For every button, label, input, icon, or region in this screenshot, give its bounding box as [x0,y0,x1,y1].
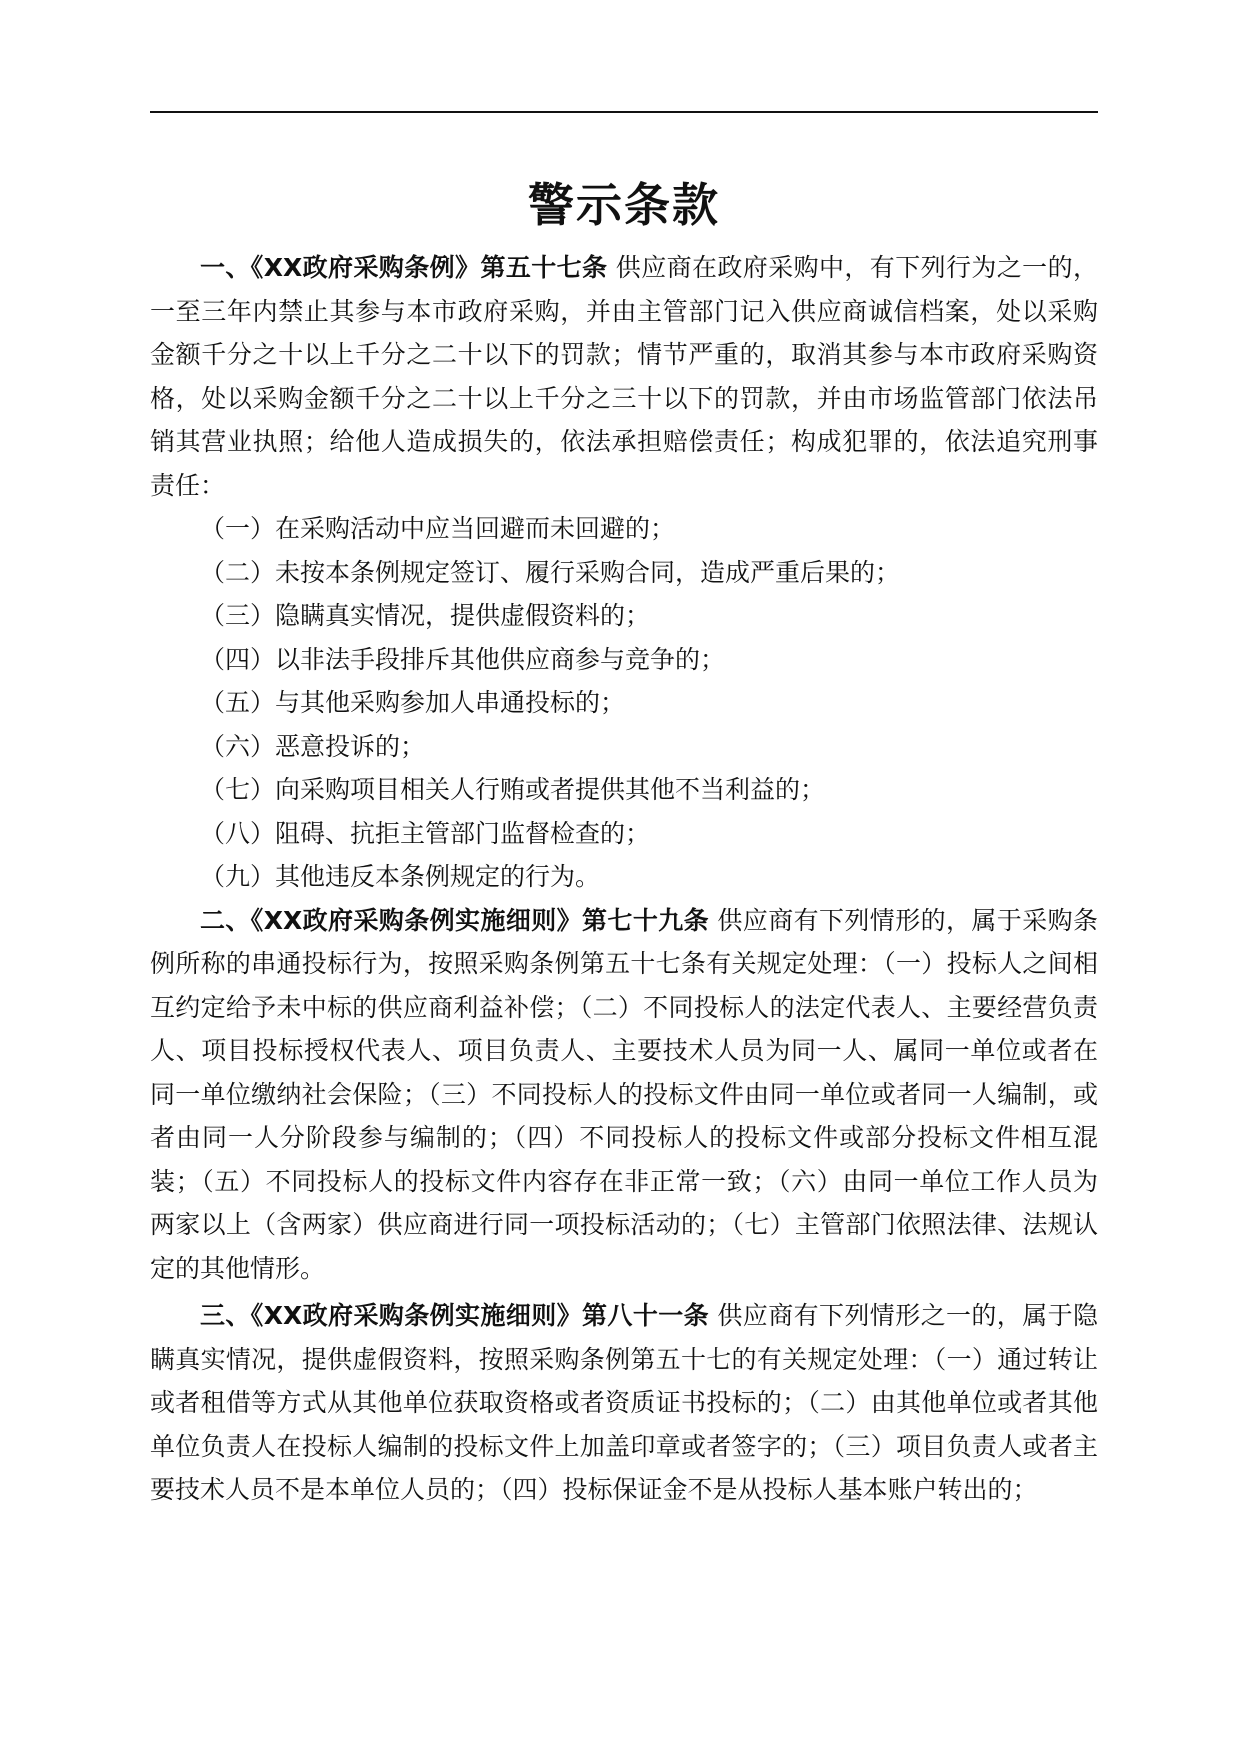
section-2-paragraph [150,899,1098,1291]
list-item: （四）以非法手段排斥其他供应商参与竞争的； [200,644,726,674]
section-3-body: 供应商有下列情形之一的，属于隐瞒真实情况，提供虚假资料，按照采购条例第五十七的有关规定处理：（一）通过转让或者租借等方式从其他单位获取资格或者资质证书投标的；（二）由其他单位或者其他单位负责人在投标人编制的投标文件上加盖印章或者签字的；（三）项目负责人或者主要技术人员不是本单位人员的；（四）投标保证金不是从投标人基本账户转出的； [150,1301,1098,1504]
section-3-heading: 三、《XX政府采购条例实施细则》第八十一条 [200,1301,710,1330]
list-item: （三）隐瞒真实情况，提供虚假资料的； [200,601,651,630]
section-1-heading: 一、《XX政府采购条例》第五十七条 [200,253,608,282]
section-2-heading: 二、《XX政府采购条例实施细则》第七十九条 [200,905,710,935]
list-item: （六）恶意投诉的； [200,731,426,761]
section-2-body: 供应商有下列情形的，属于采购条例所称的串通投标行为，按照采购条例第五十七条有关规定处理：（一）投标人之间相互约定给予未中标的供应商利益补偿；（二）不同投标人的法定代表人、主要经营负责人、项目投标授权代表人、项目负责人、主要技术人员为同一人、属同一单位或者在同一单位缴纳社会保险；（三）不同投标人的投标文件由同一单位或者同一人编制，或者由同一人分阶段参与编制的；（四）不同投标人的投标文件或部分投标文件相互混装；（五）不同投标人的投标文件内容存在非正常一致；（六）由同一单位工作人员为两家以上（含两家）供应商进行同一项投标活动的；（七）主管部门依照法律、法规认定的其他情形。 [150,905,1098,1283]
list-item: （八）阻碍、抗拒主管部门监督检查的； [200,818,651,848]
list-item: （七）向采购项目相关人行贿或者提供其他不当利益的； [200,775,826,804]
header-rule [150,111,1098,113]
list-item: （五）与其他采购参加人串通投标的； [200,688,626,717]
list-item: （一）在采购活动中应当回避而未回避的； [200,514,676,543]
document-content [150,170,1098,1512]
section-1-body: 供应商在政府采购中，有下列行为之一的，一至三年内禁止其参与本市政府采购，并由主管部门记入供应商诚信档案，处以采购金额千分之十以上千分之二十以下的罚款；情节严重的，取消其参与本市政府采购资格，处以采购金额千分之二十以上千分之三十以下的罚款，并由市场监管部门依法吊销其营业执照；给他人造成损失的，依法承担赔偿责任；构成犯罪的，依法追究刑事责任： [150,253,1098,500]
list-item: （九）其他违反本条例规定的行为。 [200,862,601,891]
section-1-paragraph [150,246,1098,507]
section-1-item-list [150,507,1098,899]
page-title: 警示条款 [528,178,720,232]
section-3-paragraph [150,1294,1098,1512]
list-item: （二）未按本条例规定签订、履行采购合同，造成严重后果的； [200,557,901,587]
